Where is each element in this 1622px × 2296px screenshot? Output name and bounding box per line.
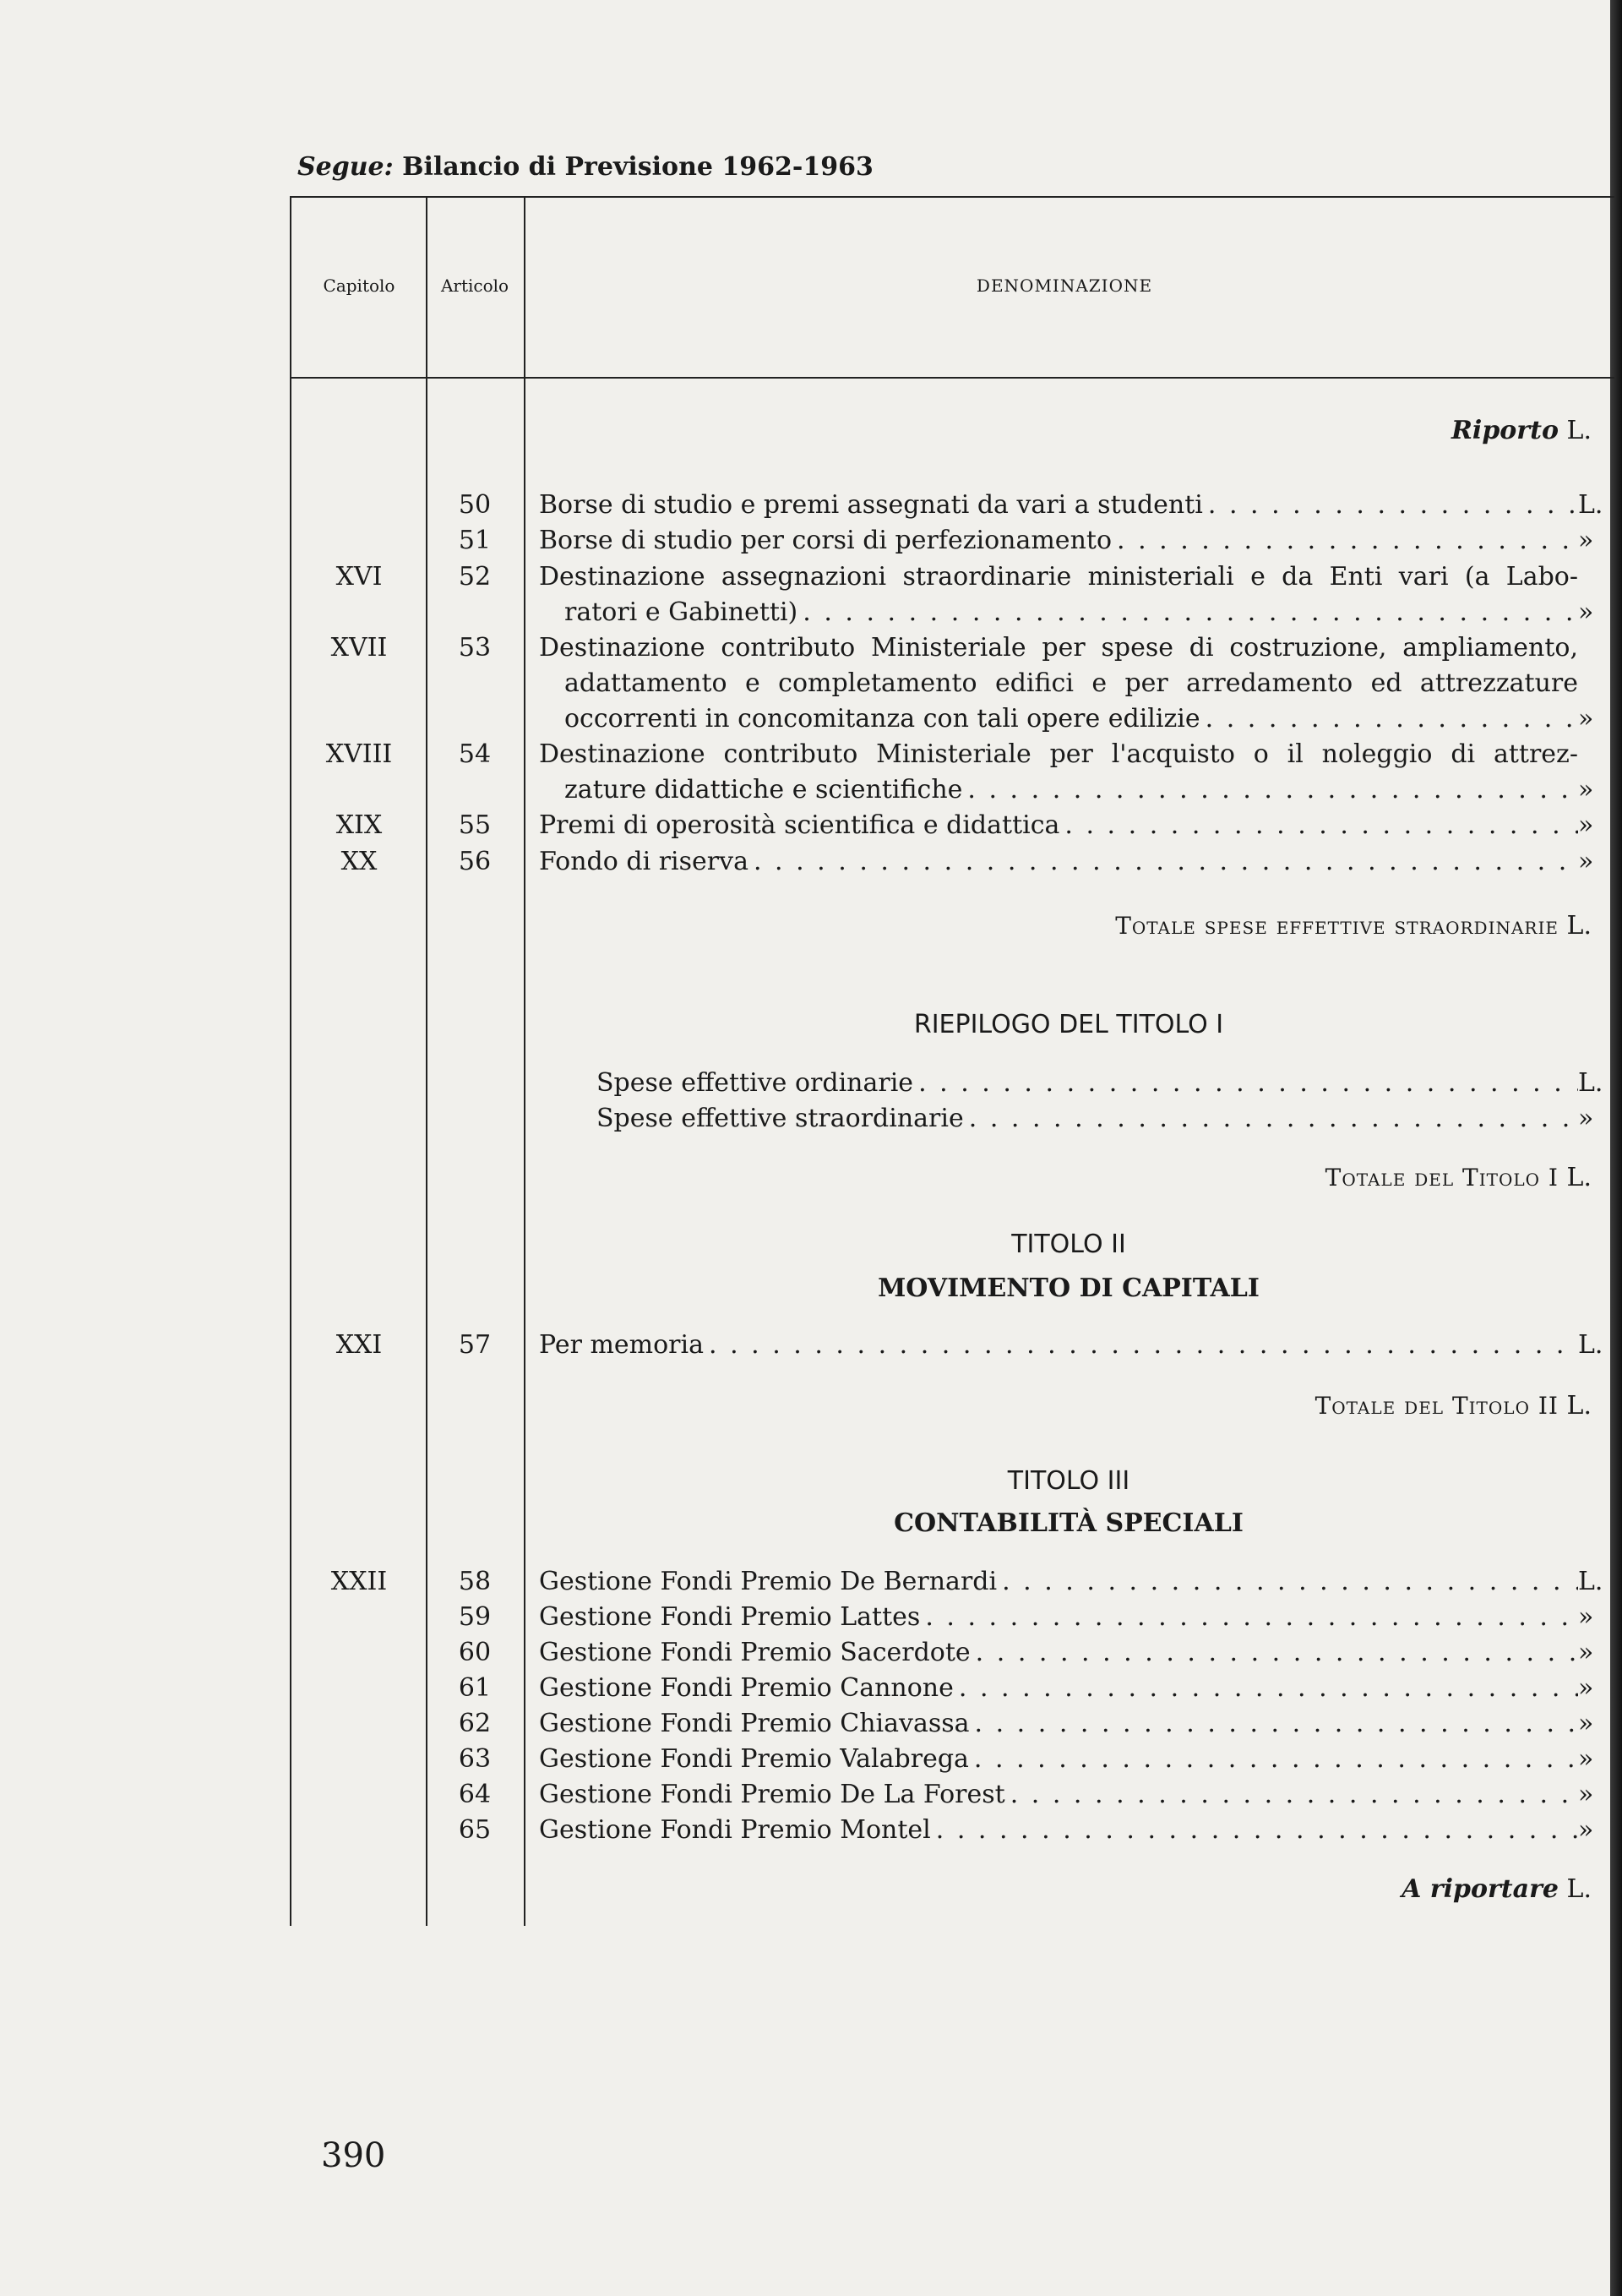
table-row	[0, 1601, 1622, 1634]
row-articolo: 65	[458, 1815, 492, 1845]
row-articolo: 53	[458, 633, 492, 663]
row-description: Borse di studio e premi assegnati da vari a studenti . . .	[539, 488, 1578, 522]
row-capitolo: XXII	[330, 1567, 388, 1596]
table-row	[0, 738, 1622, 772]
totale-titolo1-currency: L.	[1566, 1163, 1592, 1192]
titolo3-title: TITOLO III	[1007, 1466, 1130, 1496]
totale-straordinarie-line	[0, 909, 1605, 943]
table-header-divider	[290, 377, 1614, 379]
totale-titolo2-currency: L.	[1566, 1391, 1592, 1421]
totale-titolo1-label: Totale del Titolo I	[1325, 1164, 1559, 1192]
table-row	[0, 1707, 1622, 1741]
row-articolo: 50	[458, 490, 492, 520]
row-description: Gestione Fondi Premio De La Forest . . .	[539, 1778, 1578, 1812]
totale-titolo2-line	[0, 1389, 1605, 1423]
riepilogo-description: Spese effettive ordinarie . . .	[596, 1066, 1578, 1100]
row-description: Fondo di riserva . . .	[539, 845, 1578, 879]
row-description: Destinazione contributo Ministeriale per spese di costruzione, ampliamento,	[539, 633, 1578, 663]
totale-straordinarie-label: Totale spese effettive straordinarie	[1115, 912, 1559, 940]
row-description: Gestione Fondi Premio De Bernardi . . .	[539, 1565, 1578, 1599]
row-description: Gestione Fondi Premio Montel . . .	[539, 1813, 1578, 1847]
row-description: Premi di operosità scientifica e didattica . . .	[539, 809, 1578, 843]
row-description: Gestione Fondi Premio Chiavassa . . .	[539, 1707, 1578, 1741]
row-articolo: 51	[458, 526, 492, 555]
table-row	[0, 488, 1622, 522]
header-title: Bilancio di Previsione 1962-1963	[402, 152, 874, 182]
row-mark: »	[1578, 1673, 1594, 1703]
row-articolo: 64	[458, 1780, 492, 1809]
titolo2-subtitle: MOVIMENTO DI CAPITALI	[878, 1273, 1260, 1303]
row-mark: »	[1578, 1602, 1594, 1632]
row-mark: L.	[1578, 1330, 1603, 1360]
row-articolo: 63	[458, 1744, 492, 1774]
row-description: adattamento e completamento edifici e per arredamento ed attrezzature	[564, 668, 1578, 698]
row-description: Gestione Fondi Premio Lattes . . .	[539, 1601, 1578, 1634]
row-articolo: 59	[458, 1602, 492, 1632]
row-description: occorrenti in concomitanza con tali opere edilizie . . .	[564, 702, 1578, 736]
row-mark: »	[1578, 810, 1594, 840]
table-row	[0, 702, 1622, 736]
row-description: Gestione Fondi Premio Cannone . . .	[539, 1672, 1578, 1705]
table-top-border	[290, 196, 1614, 198]
totale-titolo2-label: Totale del Titolo II	[1314, 1392, 1559, 1420]
a-riportare-line	[0, 1873, 1605, 1906]
row-capitolo: XVI	[335, 562, 383, 592]
row-articolo: 62	[458, 1709, 492, 1738]
row-mark: L.	[1578, 490, 1603, 520]
row-capitolo: XXI	[335, 1330, 383, 1360]
row-description: Borse di studio per corsi di perfezionamento . . .	[539, 524, 1578, 558]
table-row	[0, 1778, 1622, 1812]
column-header-capitolo: Capitolo	[323, 275, 395, 296]
row-mark: »	[1578, 1709, 1594, 1738]
table-row	[0, 667, 1622, 701]
row-articolo: 55	[458, 810, 492, 840]
a-riportare-currency: L.	[1566, 1874, 1592, 1904]
riepilogo-description: Spese effettive straordinarie . . .	[596, 1102, 1578, 1136]
table-row	[0, 1565, 1622, 1599]
titolo2-title: TITOLO II	[1011, 1230, 1126, 1259]
row-capitolo: XIX	[335, 810, 383, 840]
totale-titolo1-line	[0, 1161, 1605, 1195]
row-description: ratori e Gabinetti) . . .	[564, 596, 1578, 630]
a-riportare-label: A riportare	[1402, 1874, 1559, 1904]
riepilogo-mark: »	[1578, 1104, 1594, 1133]
riporto-currency: L.	[1566, 416, 1592, 445]
row-description: Gestione Fondi Premio Sacerdote . . .	[539, 1636, 1578, 1670]
table-row	[0, 1328, 1622, 1362]
row-articolo: 58	[458, 1567, 492, 1596]
titolo3-subtitle: CONTABILITÀ SPECIALI	[894, 1508, 1244, 1538]
riporto-label: Riporto	[1451, 416, 1559, 445]
table-row	[0, 560, 1622, 594]
row-mark: L.	[1578, 1567, 1603, 1596]
totale-straordinarie-currency: L.	[1566, 911, 1592, 941]
riporto-line	[0, 414, 1605, 448]
table-row	[0, 524, 1622, 558]
row-mark: »	[1578, 526, 1594, 555]
riepilogo-row	[0, 1102, 1622, 1136]
table-row	[0, 1813, 1622, 1847]
row-description: Destinazione assegnazioni straordinarie ministeriali e da Enti vari (a Labo-	[539, 562, 1578, 592]
table-row	[0, 845, 1622, 879]
row-description: Gestione Fondi Premio Valabrega . . .	[539, 1742, 1578, 1776]
row-articolo: 60	[458, 1638, 492, 1667]
table-row	[0, 631, 1622, 665]
row-mark: »	[1578, 597, 1594, 627]
row-articolo: 54	[458, 739, 492, 769]
row-mark: »	[1578, 1815, 1594, 1845]
table-row	[0, 1636, 1622, 1670]
riepilogo-title: RIEPILOGO DEL TITOLO I	[913, 1010, 1224, 1039]
column-header-articolo: Articolo	[440, 275, 509, 296]
page-number: 390	[321, 2136, 386, 2175]
row-articolo: 61	[458, 1673, 492, 1703]
row-mark: »	[1578, 1638, 1594, 1667]
table-row	[0, 773, 1622, 807]
row-articolo: 57	[458, 1330, 492, 1360]
row-mark: »	[1578, 1780, 1594, 1809]
row-description: zature didattiche e scientifiche . . .	[564, 773, 1578, 807]
row-articolo: 52	[458, 562, 492, 592]
table-row	[0, 1672, 1622, 1705]
row-mark: »	[1578, 1744, 1594, 1774]
table-row	[0, 809, 1622, 843]
row-mark: »	[1578, 704, 1594, 734]
riepilogo-row	[0, 1066, 1622, 1100]
row-capitolo: XVIII	[325, 739, 393, 769]
riepilogo-mark: L.	[1578, 1068, 1603, 1098]
row-description: Destinazione contributo Ministeriale per l'acquisto o il noleggio di attrez-	[539, 739, 1578, 769]
row-mark: »	[1578, 847, 1594, 876]
row-articolo: 56	[458, 847, 492, 876]
column-header-denominazione: DENOMINAZIONE	[976, 275, 1153, 296]
table-row	[0, 596, 1622, 630]
row-capitolo: XVII	[330, 633, 388, 663]
row-mark: »	[1578, 775, 1594, 804]
page-header	[297, 152, 874, 182]
header-segue: Segue:	[297, 152, 394, 182]
page-edge	[1610, 0, 1622, 2296]
row-description: Per memoria . . .	[539, 1328, 1578, 1362]
table-row	[0, 1742, 1622, 1776]
row-capitolo: XX	[340, 847, 378, 876]
